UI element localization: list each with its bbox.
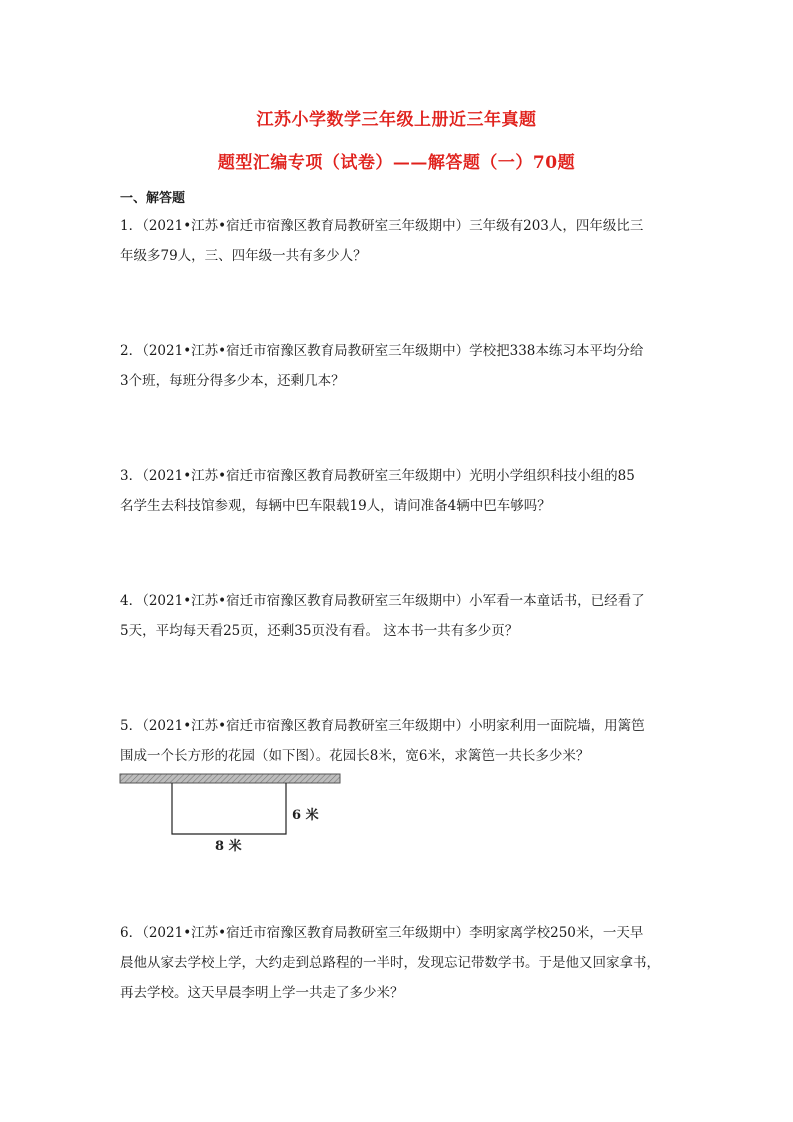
question-text-line: 再去学校。这天早晨李明上学一共走了多少米？ <box>120 985 404 1001</box>
page-title-line-2: 题型汇编专项（试卷）——解答题（一）70题 <box>217 153 576 173</box>
section-heading: 一、解答题 <box>120 191 186 206</box>
question-text-line: 名学生去科技馆参观，每辆中巴车限载19人，请问准备4辆中巴车够吗？ <box>120 498 551 514</box>
question-3 <box>120 461 680 521</box>
question-5 <box>120 711 680 771</box>
question-text-line: 1．（2021•江苏•宿迁市宿豫区教育局教研室三年级期中）三年级有203人，四年级比三 <box>120 218 644 234</box>
question-text-line: 4．（2021•江苏•宿迁市宿豫区教育局教研室三年级期中）小军看一本童话书，已经看了 <box>120 593 645 609</box>
question-4 <box>120 586 680 646</box>
question-text-line: 晨他从家去学校上学，大约走到总路程的一半时，发现忘记带数学书。于是他又回家拿书， <box>120 955 660 971</box>
question-text-line: 年级多79人，三、四年级一共有多少人？ <box>120 248 367 264</box>
question-6 <box>120 918 680 1008</box>
question-text-line: 3．（2021•江苏•宿迁市宿豫区教育局教研室三年级期中）光明小学组织科技小组的85 <box>120 468 635 484</box>
question-text-line: 2．（2021•江苏•宿迁市宿豫区教育局教研室三年级期中）学校把338本练习本平均分给 <box>120 343 644 359</box>
question-text-line: 6．（2021•江苏•宿迁市宿豫区教育局教研室三年级期中）李明家离学校250米，一天早 <box>120 925 644 941</box>
question-text-line: 5．（2021•江苏•宿迁市宿豫区教育局教研室三年级期中）小明家利用一面院墙，用篱笆 <box>120 718 645 734</box>
question-1 <box>120 211 680 271</box>
question-text-line: 围成一个长方形的花园（如下图）。花园长8米，宽6米，求篱笆一共长多少米？ <box>120 748 590 764</box>
courtyard-wall <box>120 774 340 783</box>
page-title-line-1: 江苏小学数学三年级上册近三年真题 <box>256 110 537 130</box>
question-text-line: 3个班，每班分得多少本，还剩几本？ <box>120 373 345 389</box>
length-label: 8 米 <box>215 839 242 852</box>
garden-diagram <box>118 772 348 852</box>
width-label: 6 米 <box>292 808 319 823</box>
fence-outline <box>172 783 286 834</box>
question-text-line: 5天，平均每天看25页，还剩35页没有看。 这本书一共有多少页？ <box>120 623 519 639</box>
question-2 <box>120 336 680 396</box>
